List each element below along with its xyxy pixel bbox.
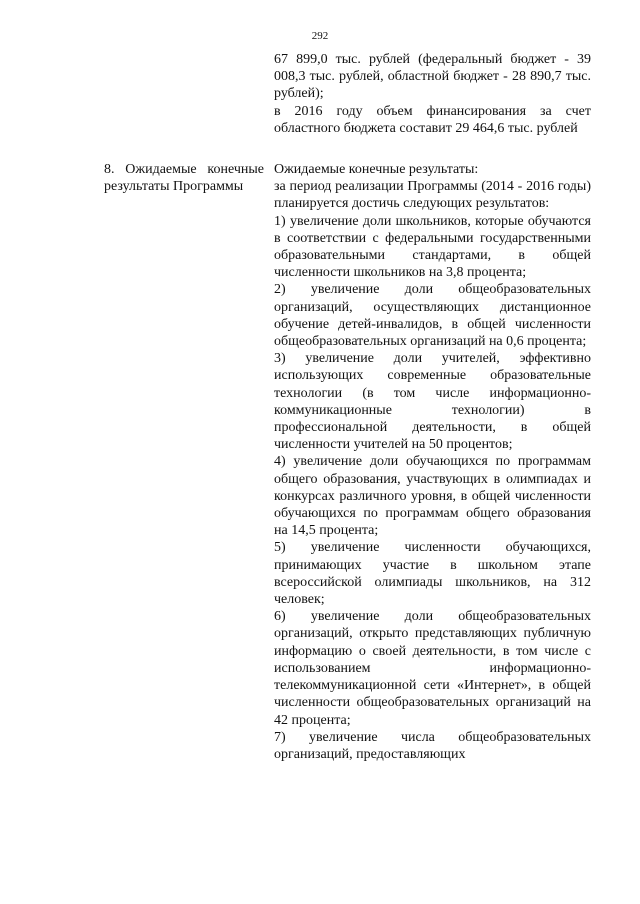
result-item: 7) увеличение числа общеобразовательных организаций, предоставляющих [274,729,591,762]
result-item: 2) увеличение доли общеобразовательных организаций, осуществляющих дистанционное обучение детей-инвалидов, в общей численности общеобразовательных организаций на 0,6 процента; [274,282,591,350]
result-item: 4) увеличение доли обучающихся по программам общего образования, участвующих в олимпиадах и конкурсах различного уровня, в общей численности обучающихся по программам общего образования на 14,5 процента; [274,454,591,539]
results-heading: Ожидаемые конечные результаты: [274,162,479,177]
funding-paragraph-2: в 2016 году объем финансирования за счет областного бюджета составит 29 464,6 тыс. рублей [274,103,591,136]
result-item: 6) увеличение доли общеобразовательных организаций, открыто представляющих публичную информацию о своей деятельности, в том числе с использованием информационно-телекоммуникационной сети «Интернет», в общей численности общеобразовательных организаций на 42 процента; [274,609,591,728]
section-label: 8. Ожидаемые конечные результаты Программы [104,162,264,195]
results-section [274,161,591,763]
funding-paragraph-1: 67 899,0 тыс. рублей (федеральный бюджет - 39 008,3 тыс. рублей, областной бюджет - 28 890,7 тыс. рублей); [274,52,591,102]
funding-continuation [274,51,591,137]
result-item: 1) увеличение доли школьников, которые обучаются в соответствии с федеральными государственными образовательными стандартами, в общей численности школьников на 3,8 процента; [274,213,591,281]
results-intro: за период реализации Программы (2014 - 2016 годы) планируется достичь следующих результатов: [274,179,591,212]
result-item: 3) увеличение доли учителей, эффективно использующих современные образовательные технологии (в том числе информационно-коммуникационные технологии) в профессиональной деятельности, в общей численности учителей на 50 процентов; [274,351,591,453]
result-item: 5) увеличение численности обучающихся, принимающих участие в школьном этапе всероссийской олимпиады школьников, на 312 человек; [274,540,591,608]
page-number: 292 [311,30,329,42]
